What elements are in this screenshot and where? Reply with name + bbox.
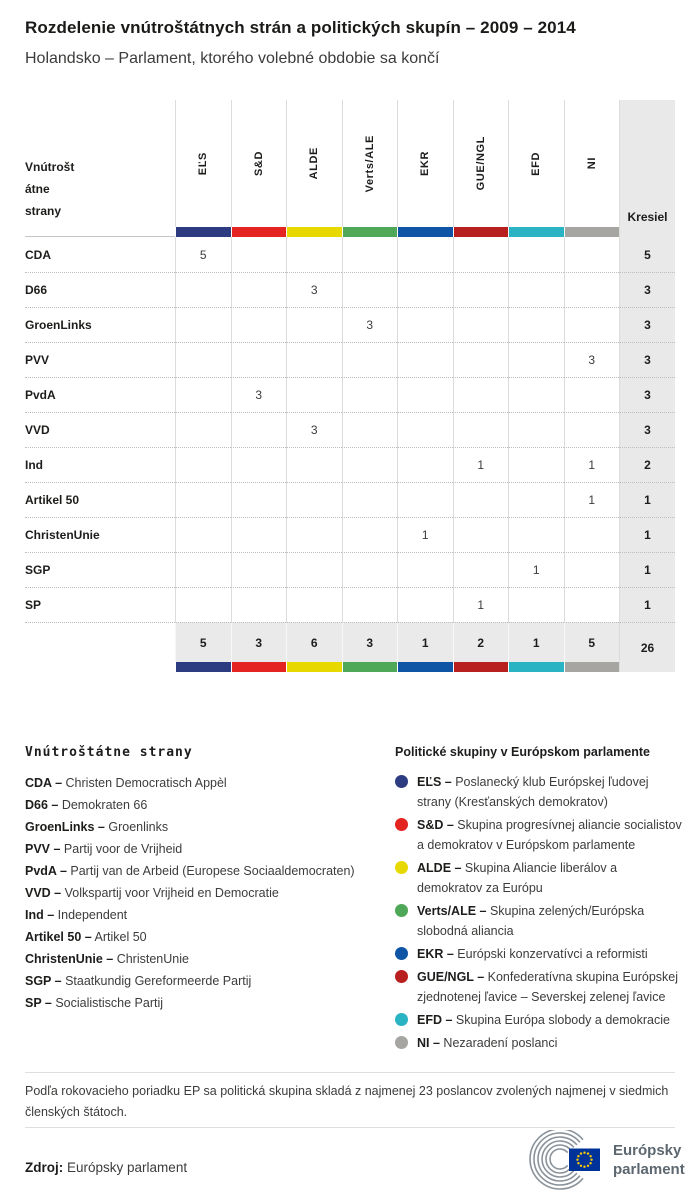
seat-value	[508, 342, 564, 377]
ep-logo-line2: parlament	[613, 1161, 685, 1178]
party-legend-item: ChristenUnie – ChristenUnie	[25, 952, 189, 966]
group-legend-item: GUE/NGL – Konfederatívna skupina Európskej zjednotenej ľavice – Severskej zelenej ľavice	[395, 967, 685, 1007]
seat-value	[564, 272, 620, 307]
column-header-NI: NI	[564, 100, 620, 227]
ep-logo-text	[613, 1141, 685, 1179]
row-total: 3	[619, 272, 675, 307]
seat-value	[231, 342, 287, 377]
seat-value	[453, 307, 509, 342]
group-color-bar	[453, 227, 509, 237]
seat-value	[286, 237, 342, 272]
seat-table	[25, 100, 675, 672]
group-color-bar	[342, 227, 398, 237]
footnote: Podľa rokovacieho poriadku EP sa politická skupina skladá z najmenej 23 poslancov zvolených najmenej v siedmich členských štátoch.	[25, 1084, 669, 1119]
group-color-dot-icon	[395, 1036, 408, 1049]
seat-value	[453, 377, 509, 412]
party-legend-item: PvdA – Partij van de Arbeid (Europese Sociaaldemocraten)	[25, 864, 355, 878]
party-label: PVV	[25, 342, 175, 377]
seat-value	[397, 377, 453, 412]
seat-value	[564, 412, 620, 447]
party-label: SGP	[25, 552, 175, 587]
seat-value	[397, 447, 453, 482]
group-legend-item: Verts/ALE – Skupina zelených/Európska slobodná aliancia	[395, 901, 685, 941]
seat-value	[231, 587, 287, 622]
group-color-dot-icon	[395, 861, 408, 874]
group-color-bar	[564, 227, 620, 237]
seat-value	[397, 587, 453, 622]
group-color-dot-icon	[395, 818, 408, 831]
seat-value: 3	[342, 307, 398, 342]
group-color-dot-icon	[395, 1013, 408, 1026]
row-total: 1	[619, 587, 675, 622]
seat-value	[508, 447, 564, 482]
seat-value	[286, 342, 342, 377]
column-total: 5	[564, 622, 620, 662]
seat-value	[397, 307, 453, 342]
seat-value	[231, 447, 287, 482]
group-color-bar	[564, 662, 620, 672]
row-total: 3	[619, 342, 675, 377]
group-color-dot-icon	[395, 947, 408, 960]
row-total: 1	[619, 517, 675, 552]
column-header-ALDE: ALDE	[286, 100, 342, 227]
seat-value	[342, 272, 398, 307]
seat-value	[508, 377, 564, 412]
group-legend-item: EKR – Európski konzervatívci a reformisti	[395, 944, 685, 964]
seats-column-header: Kresiel	[619, 100, 675, 237]
column-header-GUE/NGL: GUE/NGL	[453, 100, 509, 227]
seat-value	[342, 237, 398, 272]
seat-value	[508, 307, 564, 342]
legend-parties-heading: Vnútroštátne strany	[25, 745, 193, 760]
seat-value	[175, 272, 231, 307]
column-total: 1	[397, 622, 453, 662]
seat-value	[453, 412, 509, 447]
source-line	[25, 1160, 187, 1175]
legend-groups-heading: Politické skupiny v Európskom parlamente	[395, 745, 650, 759]
seat-value	[231, 552, 287, 587]
seat-value	[564, 552, 620, 587]
seat-value	[453, 552, 509, 587]
seat-value	[342, 342, 398, 377]
seat-value	[175, 552, 231, 587]
group-color-bar	[342, 662, 398, 672]
seat-value: 1	[564, 482, 620, 517]
row-header-label: Vnútrošt átne strany	[25, 100, 175, 237]
group-color-bar	[397, 227, 453, 237]
row-total: 1	[619, 552, 675, 587]
seat-value	[453, 342, 509, 377]
column-header-EĽS: EĽS	[175, 100, 231, 227]
source-value: Európsky parlament	[67, 1160, 188, 1175]
seat-value	[397, 412, 453, 447]
seat-value	[342, 482, 398, 517]
party-label: Artikel 50	[25, 482, 175, 517]
grand-total: 26	[619, 622, 675, 672]
seat-value	[231, 517, 287, 552]
seat-value: 1	[397, 517, 453, 552]
seat-value	[342, 412, 398, 447]
row-total: 2	[619, 447, 675, 482]
seat-value	[397, 552, 453, 587]
seat-value	[286, 552, 342, 587]
column-total: 3	[342, 622, 398, 662]
seat-value: 1	[508, 552, 564, 587]
seat-value	[175, 377, 231, 412]
seat-value	[175, 482, 231, 517]
seat-value	[286, 517, 342, 552]
seat-value	[508, 587, 564, 622]
party-label: CDA	[25, 247, 51, 262]
group-legend-item: ALDE – Skupina Aliancie liberálov a demokratov za Európu	[395, 858, 685, 898]
group-color-bar	[397, 662, 453, 672]
seat-value	[231, 482, 287, 517]
seat-value	[175, 587, 231, 622]
party-legend-item: CDA – Christen Democratisch Appèl	[25, 776, 227, 790]
seat-value	[397, 237, 453, 272]
group-color-bar	[175, 227, 231, 237]
legend-political-groups	[395, 745, 685, 1056]
seat-value	[175, 412, 231, 447]
seat-value	[286, 587, 342, 622]
row-total: 5	[619, 237, 675, 272]
group-color-bar	[231, 662, 287, 672]
seat-value	[342, 377, 398, 412]
seat-value	[286, 447, 342, 482]
party-legend-item: VVD – Volkspartij voor Vrijheid en Democratie	[25, 886, 279, 900]
column-total: 5	[175, 622, 231, 662]
seat-value	[508, 517, 564, 552]
seat-value	[231, 307, 287, 342]
party-legend-item: D66 – Demokraten 66	[25, 798, 148, 812]
seat-value	[286, 377, 342, 412]
group-color-bar	[508, 662, 564, 672]
seat-value	[397, 272, 453, 307]
seat-value	[453, 237, 509, 272]
party-label: ChristenUnie	[25, 517, 175, 552]
group-color-dot-icon	[395, 775, 408, 788]
source-label: Zdroj:	[25, 1160, 64, 1175]
party-label: PvdA	[25, 377, 175, 412]
page-subtitle: Holandsko – Parlament, ktorého volebné obdobie sa končí	[25, 50, 440, 67]
column-header-Verts/ALE: Verts/ALE	[342, 100, 398, 227]
seat-value	[564, 517, 620, 552]
group-color-dot-icon	[395, 904, 408, 917]
column-total: 6	[286, 622, 342, 662]
seat-value	[175, 342, 231, 377]
group-color-bar	[286, 662, 342, 672]
seat-value	[508, 272, 564, 307]
seat-value	[175, 447, 231, 482]
totals-row-spacer	[25, 622, 175, 662]
party-legend-item: PVV – Partij voor de Vrijheid	[25, 842, 183, 856]
party-label: D66	[25, 272, 175, 307]
column-total: 1	[508, 622, 564, 662]
ep-hemicycle-icon	[524, 1130, 604, 1190]
column-header-EFD: EFD	[508, 100, 564, 227]
party-legend-item: SGP – Staatkundig Gereformeerde Partij	[25, 974, 252, 988]
column-total: 2	[453, 622, 509, 662]
party-label: VVD	[25, 412, 175, 447]
row-total: 1	[619, 482, 675, 517]
row-total: 3	[619, 377, 675, 412]
seat-value	[564, 587, 620, 622]
seat-value	[397, 482, 453, 517]
group-color-bar	[231, 227, 287, 237]
seat-value	[342, 587, 398, 622]
party-legend-item: Artikel 50 – Artikel 50	[25, 930, 147, 944]
seat-value: 3	[286, 412, 342, 447]
seat-value	[564, 237, 620, 272]
seat-value	[564, 307, 620, 342]
ep-logo	[524, 1130, 685, 1190]
party-label: GroenLinks	[25, 307, 175, 342]
seat-value	[453, 517, 509, 552]
seat-value: 1	[453, 447, 509, 482]
row-total: 3	[619, 307, 675, 342]
party-label: Ind	[25, 447, 175, 482]
group-legend-item: S&D – Skupina progresívnej aliancie socialistov a demokratov v Európskom parlamente	[395, 815, 685, 855]
legend-parties-list	[25, 772, 385, 1014]
seat-value	[453, 272, 509, 307]
seat-value: 5	[175, 237, 231, 272]
seat-value	[342, 447, 398, 482]
group-color-bar	[175, 662, 231, 672]
column-header-EKR: EKR	[397, 100, 453, 227]
seat-value	[453, 482, 509, 517]
party-legend-item: SP – Socialistische Partij	[25, 996, 164, 1010]
seat-value	[286, 307, 342, 342]
column-header-S&D: S&D	[231, 100, 287, 227]
group-color-bar	[453, 662, 509, 672]
seat-value	[397, 342, 453, 377]
seat-value	[231, 272, 287, 307]
seat-value: 3	[231, 377, 287, 412]
column-total: 3	[231, 622, 287, 662]
party-label: SP	[25, 587, 175, 622]
seat-value	[508, 237, 564, 272]
seat-value	[175, 517, 231, 552]
group-color-dot-icon	[395, 970, 408, 983]
seat-value: 1	[564, 447, 620, 482]
seat-value	[342, 517, 398, 552]
group-color-bar	[508, 227, 564, 237]
party-legend-item: Ind – Independent	[25, 908, 128, 922]
seat-value	[286, 482, 342, 517]
ep-logo-line1: Európsky	[613, 1142, 682, 1159]
seat-value	[175, 307, 231, 342]
seat-value	[508, 412, 564, 447]
group-color-bar	[286, 227, 342, 237]
page-title: Rozdelenie vnútroštátnych strán a politických skupín – 2009 – 2014	[25, 18, 576, 37]
seat-value	[564, 377, 620, 412]
divider-top	[25, 1072, 675, 1073]
seat-value: 1	[453, 587, 509, 622]
group-legend-item: NI – Nezaradení poslanci	[395, 1033, 685, 1053]
divider-bottom	[25, 1127, 675, 1128]
seat-value	[231, 412, 287, 447]
group-legend-item: EĽS – Poslanecký klub Európskej ľudovej strany (Kresťanských demokratov)	[395, 772, 685, 812]
group-legend-item: EFD – Skupina Európa slobody a demokracie	[395, 1010, 685, 1030]
legend-groups-list	[395, 772, 685, 1053]
row-total: 3	[619, 412, 675, 447]
legend-national-parties	[25, 745, 385, 1014]
seat-value: 3	[564, 342, 620, 377]
seat-value	[231, 237, 287, 272]
seat-value	[508, 482, 564, 517]
seat-value	[342, 552, 398, 587]
party-legend-item: GroenLinks – Groenlinks	[25, 820, 169, 834]
seat-value: 3	[286, 272, 342, 307]
